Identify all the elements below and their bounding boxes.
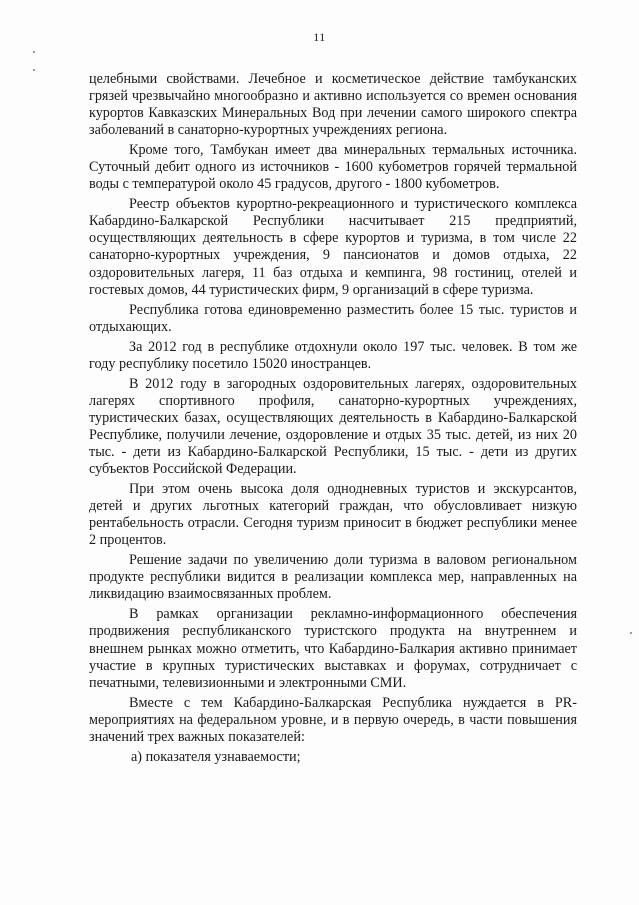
margin-mark: [33, 69, 35, 71]
paragraph: Кроме того, Тамбукан имеет два минеральных термальных источника. Суточный дебит одного из источников - 1600 кубометров горячей термальной воды с температурой около 45 градусов, другого - 1800 кубометров.: [89, 142, 577, 193]
paragraph: Республика готова единовременно разместить более 15 тыс. туристов и отдыхающих.: [89, 301, 577, 335]
paragraph: целебными свойствами. Лечебное и косметическое действие тамбуканских грязей чрезвычайно многообразно и активно используется со времен основания курортов Кавказских Минеральных Вод при лечении самого широкого спектра заболеваний в санаторно-курортных учреждениях региона.: [89, 71, 577, 139]
margin-mark: [33, 51, 35, 53]
paragraph: Решение задачи по увеличению доли туризма в валовом региональном продукте республики видится в реализации комплекса мер, направленных на ликвидацию взаимосвязанных проблем.: [89, 552, 577, 603]
paragraph: За 2012 год в республике отдохнули около 197 тыс. человек. В том же году республику посетило 15020 иностранцев.: [89, 338, 577, 372]
page-number: 11: [313, 30, 326, 44]
paragraph: Вместе с тем Кабардино-Балкарская Республика нуждается в PR-мероприятиях на федеральном уровне, и в первую очередь, в части повышения значений трех важных показателей:: [89, 694, 577, 745]
body-text: [89, 71, 577, 766]
paragraph: В 2012 году в загородных оздоровительных лагерях, оздоровительных лагерях спортивного профиля, санаторно-курортных учреждениях, туристических базах, осуществляющих деятельность в Кабардино-Балкарской Республике, получили лечение, оздоровление и отдых 35 тыс. детей, из них 20 тыс. - дети из Кабардино-Балкарской Республики, 15 тыс. - дети из других субъектов Российской Федерации.: [89, 375, 577, 478]
list-item: а) показателя узнаваемости;: [131, 748, 301, 765]
paragraph: В рамках организации рекламно-информационного обеспечения продвижения республиканского туристского продукта на внутреннем и внешнем рынках можно отметить, что Кабардино-Балкария активно принимает участие в крупных туристических выставках и форумах, сотрудничает с печатными, телевизионными и электронными СМИ.: [89, 606, 577, 691]
paragraph: При этом очень высока доля однодневных туристов и экскурсантов, детей и других льготных категорий граждан, что обусловливает низкую рентабельность отрасли. Сегодня туризм приносит в бюджет республики менее 2 процентов.: [89, 481, 577, 549]
paragraph: Реестр объектов курортно-рекреационного и туристического комплекса Кабардино-Балкарской Республики насчитывает 215 предприятий, осуществляющих деятельность в сфере курортов и туризма, в том числе 22 санаторно-курортных учреждения, 9 пансионатов и домов отдыха, 22 оздоровительных лагеря, 11 баз отдыха и кемпинга, 98 гостиниц, отелей и гостевых домов, 44 туристических фирм, 9 организаций в сфере туризма.: [89, 196, 577, 298]
margin-mark: [630, 632, 632, 634]
